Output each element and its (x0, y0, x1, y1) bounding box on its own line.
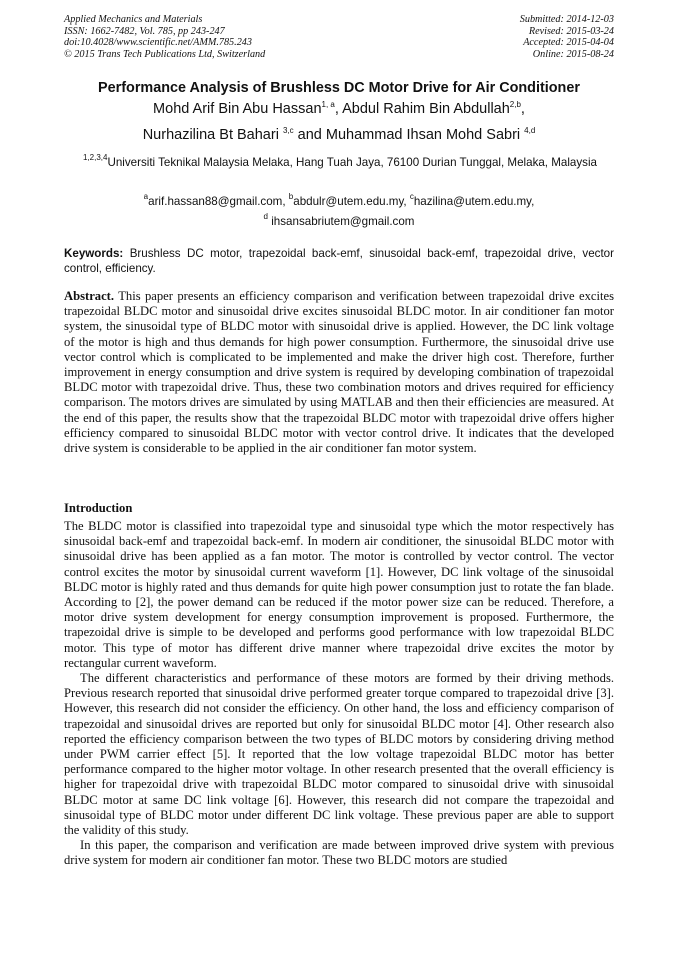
journal-name: Applied Mechanics and Materials (64, 14, 203, 25)
journal-header-left (64, 14, 265, 60)
author-line-2 (0, 127, 678, 143)
journal-doi: doi:10.4028/www.scientific.net/AMM.785.243 (64, 37, 252, 49)
email-sup: c (409, 192, 414, 201)
email-line-1 (0, 192, 678, 208)
paper-title: Performance Analysis of Brushless DC Motor Drive for Air Conditioner (98, 80, 580, 96)
section-heading-introduction: Introduction (64, 501, 133, 515)
paragraph: In this paper, the comparison and verification are made between improved drive system with previous drive system for modern air conditioner fan motor. These two BLDC motors are studied (64, 838, 614, 868)
journal-issn: ISSN: 1662-7482, Vol. 785, pp 243-247 (64, 25, 225, 37)
abstract-text: This paper presents an efficiency comparison and verification between trapezoidal drive excites trapezoidal BLDC motor and sinusoidal drive excites sinusoidal BLDC motor. In air conditioner fan motor system, the sinusoidal type of BLDC motor with sinusoidal drive is applied. However, the DC link voltage of the motor is high and thus demands for high power consumption. Furthermore, the sinusoidal drive use vector control which is complicated to be implemented and make the driver high cost. Therefore, further improvement in energy consumption and drive system is required by developing combination of trapezoidal BLDC motor with trapezoidal drive. Thus, these two combination motors and drives required for efficiency comparison. The motors drives are simulated by using MATLAB and then their efficiencies are measured. At the end of this paper, the results show that the trapezoidal BLDC motor with trapezoidal drive offers higher efficiency compared to sinusoidal BLDC motor with vector control drive. It indicates that the developed drive system is considerable to be applied in the air conditioner fan motor system. (64, 289, 614, 456)
email-sup: b (288, 192, 294, 201)
author-name: Abdul Rahim Bin Abdullah (342, 101, 510, 117)
abstract-label: Abstract. (64, 289, 115, 303)
email-line-2 (0, 212, 678, 228)
email-link[interactable]: arif.hassan88@gmail.com, (148, 195, 286, 208)
author-sup: 1, a (321, 100, 335, 109)
date-accepted: Accepted: 2015-04-04 (523, 37, 614, 49)
introduction-body (64, 519, 614, 949)
email-sup: d (263, 212, 268, 221)
author-sup: 3,c (282, 126, 294, 135)
keywords-label: Keywords: (64, 247, 124, 260)
author-sup: 2,b (509, 100, 521, 109)
affiliation-sup: 1,2,3,4 (82, 153, 108, 162)
date-online: Online: 2015-08-24 (532, 48, 614, 60)
abstract (64, 289, 614, 456)
affiliation-text: Universiti Teknikal Malaysia Melaka, Hang Tuah Jaya, 76100 Durian Tunggal, Melaka, Malaysia (107, 156, 597, 169)
keywords-text: Brushless DC motor, trapezoidal back-emf, sinusoidal back-emf, trapezoidal drive, vector control, efficiency. (64, 247, 614, 275)
paragraph: The BLDC motor is classified into trapezoidal type and sinusoidal type which the motor respectively has sinusoidal back-emf and trapezoidal back-emf. In modern air conditioner, the sinusoidal BLDC motor with sinusoidal drive has been applied as a fan motor. The motor is controlled by vector control. The vector control excites the motor by sinusoidal current waveform [1]. However, DC link voltage of the sinusoidal BLDC motor is highly rated and thus demands for quite high power consumption just to rotate the fan blade. According to [2], the power demand can be reduced if the motor power size can be reduced. Therefore, a motor drive system development for energy consumption improvement is proposed. Furthermore, the trapezoidal drive is simple to be developed and performs good performance with low trapezoidal BLDC motor. This type of motor has different drive manner where trapezoidal drive excites the motor by rectangular current waveform. (64, 519, 614, 670)
author-name: Mohd Arif Bin Abu Hassan (153, 101, 322, 117)
date-revised: Revised: 2015-03-24 (528, 25, 614, 37)
journal-copyright: © 2015 Trans Tech Publications Ltd, Switzerland (64, 48, 266, 60)
journal-header-right (520, 14, 614, 60)
date-submitted: Submitted: 2014-12-03 (519, 14, 614, 25)
author-line-1: Mohd Arif Bin Abu Hassan$^{1, a}$, Abdul Rahim Bin Abdullah$^{2,b}$, (153, 100, 525, 117)
paragraph: The different characteristics and performance of these motors are formed by their driving methods. Previous research reported that sinusoidal drive performed greater torque compared to trapezoidal drive [3]. However, this research did not consider the efficiency. On other hand, the loss and efficiency comparison of trapezoidal and sinusoidal drives are reported but only for sinusoidal BLDC motor [4]. Other research also reported the efficiency comparison between the two types of BLDC motors by considering driving method under PWM carrier effect [5]. It reported that the low voltage trapezoidal BLDC motor has better performance compared to the higher motor voltage. In other research presented that the overall efficiency is higher for trapezoidal drive with trapezoidal BLDC motor compared to sinusoidal drive with sinusoidal BLDC motor at same DC link voltage [6]. However, this research did not compare the trapezoidal and sinusoidal type of BLDC motor under different DC link voltage. These previous paper are able to support the validity of this study. (64, 671, 614, 838)
affiliation (70, 155, 610, 171)
keywords (64, 247, 614, 276)
author-name: Nurhazilina Bt Bahari (142, 127, 279, 143)
author-name: Muhammad Ihsan Mohd Sabri (325, 127, 521, 143)
email-sup: a (143, 192, 149, 201)
email-link[interactable]: hazilina@utem.edu.my, (413, 195, 535, 208)
email-link[interactable]: abdulr@utem.edu.my, (293, 195, 407, 208)
author-and: and (297, 127, 322, 143)
author-sup: 4,d (524, 126, 536, 135)
email-link[interactable]: ihsansabriutem@gmail.com (271, 215, 415, 228)
